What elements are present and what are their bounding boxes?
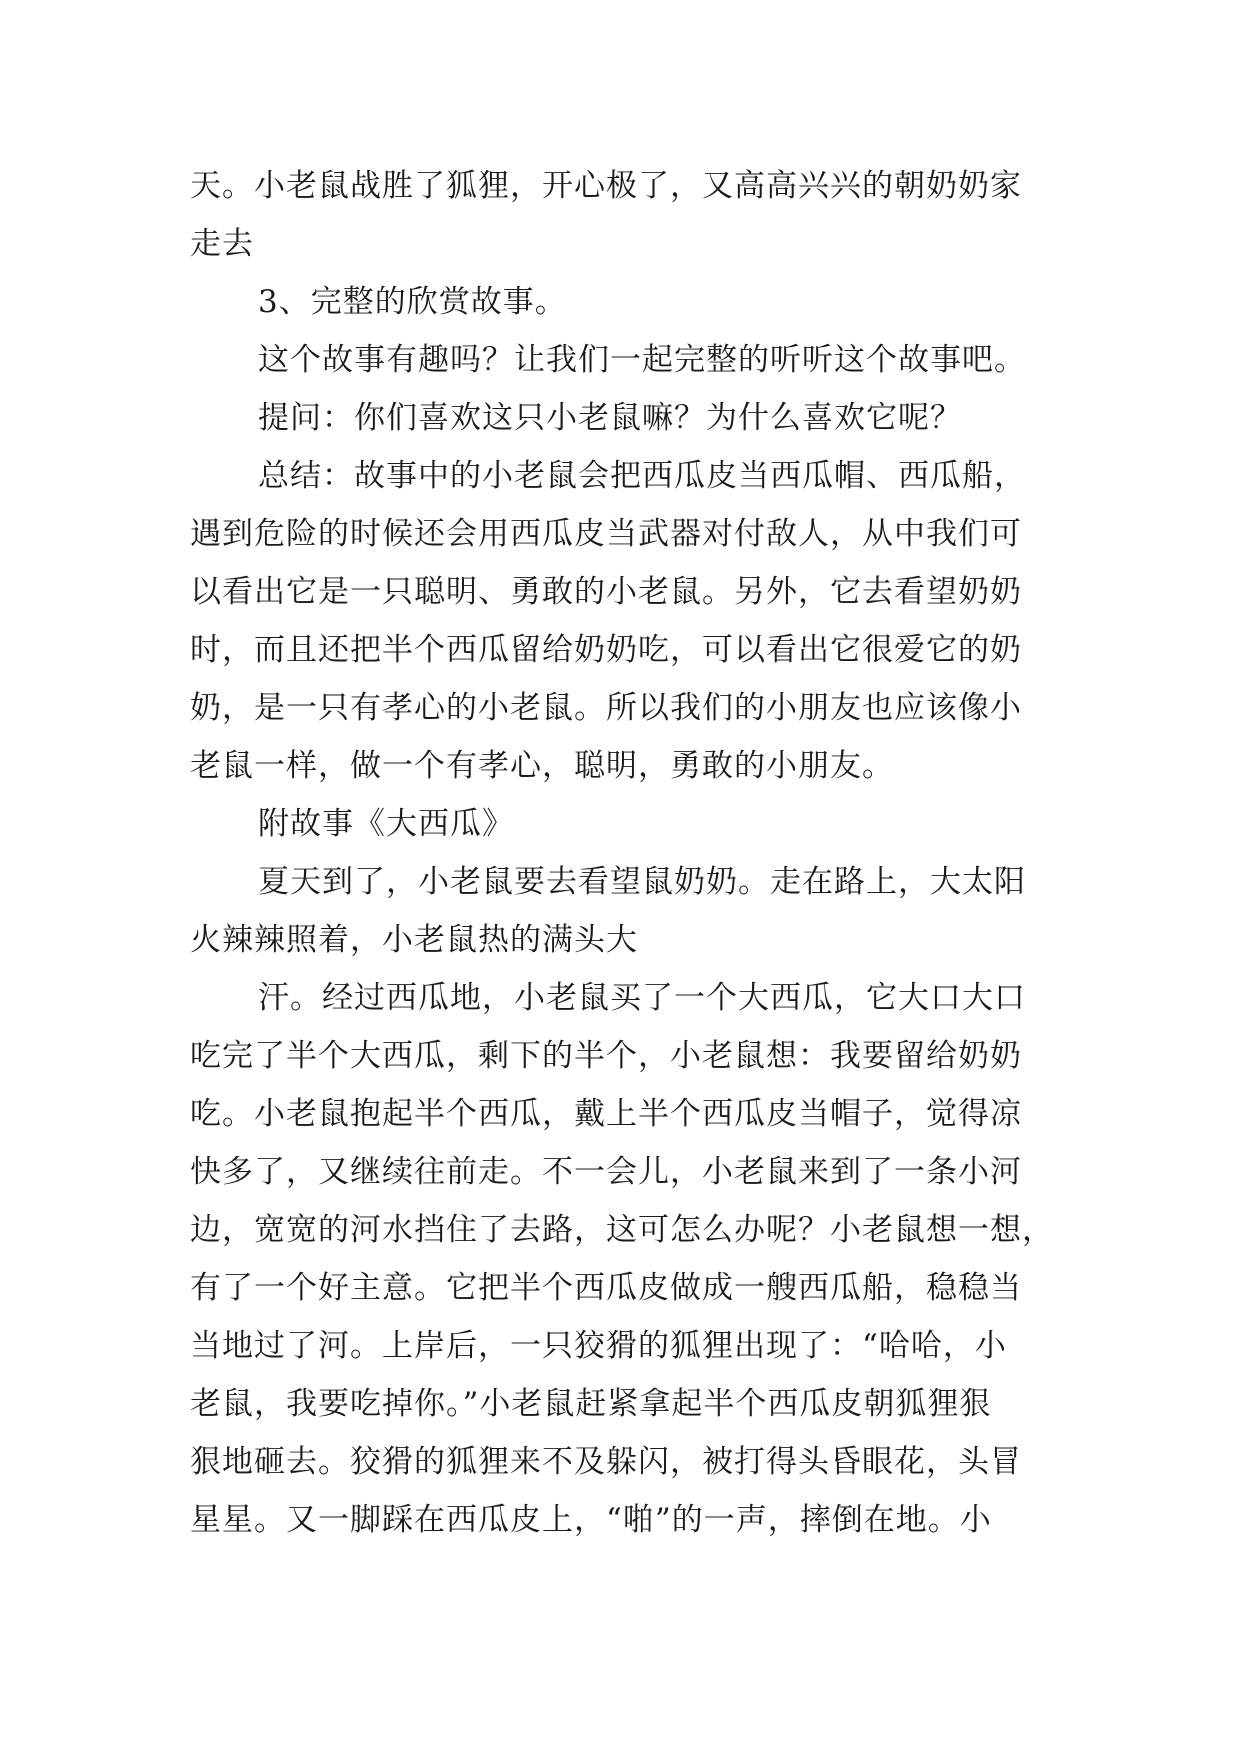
text-line: 时，而且还把半个西瓜留给奶奶吃，可以看出它很爱它的奶	[190, 632, 1022, 668]
text-line: 天。小老鼠战胜了狐狸，开心极了，又高高兴兴的朝奶奶家	[190, 168, 1022, 204]
text-line: 当地过了河。上岸后，一只狡猾的狐狸出现了：“哈哈，小	[190, 1328, 1007, 1364]
text-line: 快多了，又继续往前走。不一会儿，小老鼠来到了一条小河	[190, 1154, 1022, 1190]
text-line: 有了一个好主意。它把半个西瓜皮做成一艘西瓜船，稳稳当	[190, 1270, 1022, 1306]
text-line: 老鼠一样，做一个有孝心，聪明，勇敢的小朋友。	[190, 748, 894, 784]
text-line: 老鼠，我要吃掉你。”小老鼠赶紧拿起半个西瓜皮朝狐狸狠	[190, 1386, 992, 1422]
text-line: 边，宽宽的河水挡住了去路，这可怎么办呢？小老鼠想一想，	[190, 1212, 1054, 1248]
text-line: 遇到危险的时候还会用西瓜皮当武器对付敌人，从中我们可	[190, 516, 1022, 552]
text-line: 奶，是一只有孝心的小老鼠。所以我们的小朋友也应该像小	[190, 690, 1022, 726]
text-line: 走去	[190, 226, 254, 262]
text-line: 提问：你们喜欢这只小老鼠嘛？为什么喜欢它呢？	[258, 400, 962, 436]
text-line: 以看出它是一只聪明、勇敢的小老鼠。另外，它去看望奶奶	[190, 574, 1022, 610]
text-line: 夏天到了，小老鼠要去看望鼠奶奶。走在路上，大太阳	[258, 864, 1026, 900]
text-line: 吃完了半个大西瓜，剩下的半个，小老鼠想：我要留给奶奶	[190, 1038, 1022, 1074]
text-line: 总结：故事中的小老鼠会把西瓜皮当西瓜帽、西瓜船，	[258, 458, 1026, 494]
text-line: 火辣辣照着，小老鼠热的满头大	[190, 922, 638, 958]
text-line: 狠地砸去。狡猾的狐狸来不及躲闪，被打得头昏眼花，头冒	[190, 1444, 1022, 1480]
text-line: 星星。又一脚踩在西瓜皮上，“啪”的一声，摔倒在地。小	[190, 1502, 992, 1538]
text-line: 吃。小老鼠抱起半个西瓜，戴上半个西瓜皮当帽子，觉得凉	[190, 1096, 1022, 1132]
text-line: 这个故事有趣吗？让我们一起完整的听听这个故事吧。	[258, 342, 1026, 378]
section-heading: 3、完整的欣赏故事。	[258, 284, 567, 320]
story-title: 附故事《大西瓜》	[258, 806, 514, 842]
text-line: 汗。经过西瓜地，小老鼠买了一个大西瓜，它大口大口	[258, 980, 1026, 1016]
